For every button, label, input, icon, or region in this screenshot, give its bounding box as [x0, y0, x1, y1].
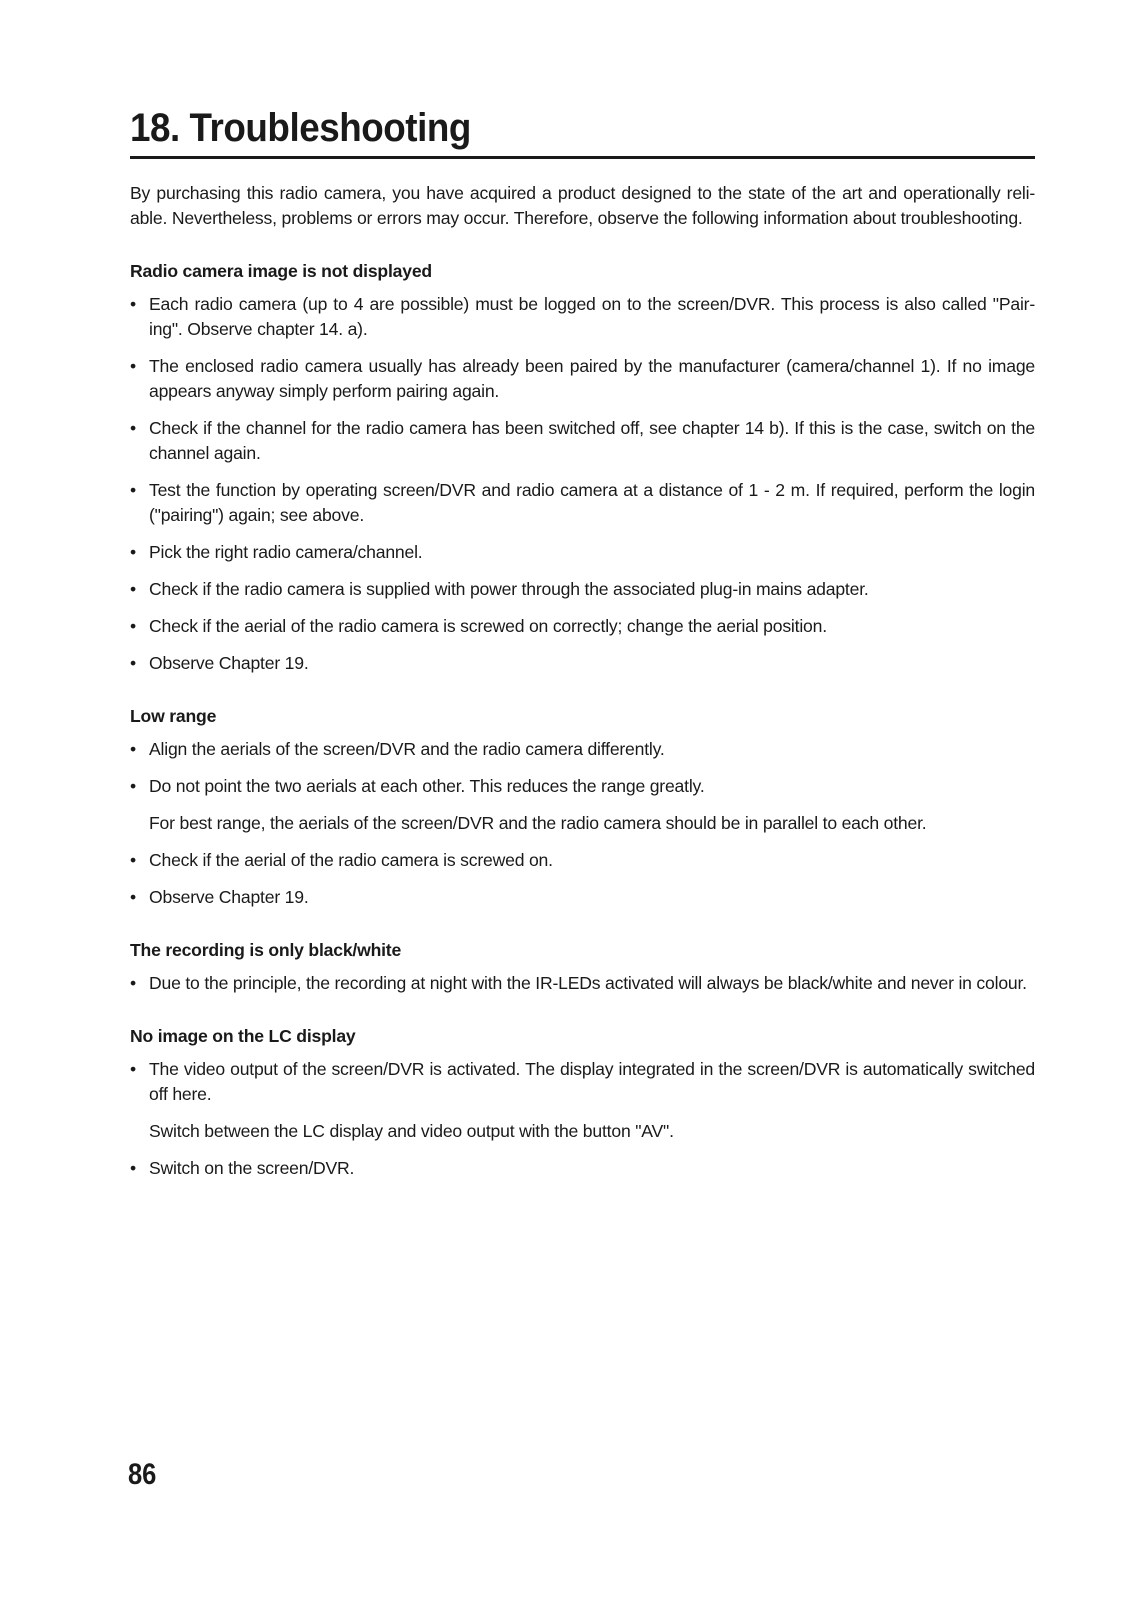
list-item [130, 848, 1035, 873]
list-item [130, 885, 1035, 910]
title-divider [130, 156, 1035, 159]
list-item-text: The video output of the screen/DVR is activated. The display integrated in the screen/DVR is automatically switched off here. [149, 1059, 1035, 1104]
list-item-text: Pick the right radio camera/channel. [149, 542, 423, 562]
list-item [130, 737, 1035, 762]
list-item-text: Check if the channel for the radio camera has been switched off, see chapter 14 b). If this is the case, switch on the channel again. [149, 418, 1035, 463]
bullet-icon: • [130, 542, 136, 562]
section-heading-black-white: The recording is only black/white [130, 940, 402, 960]
section-heading-low-range: Low range [130, 706, 217, 726]
section-list-lc-display [130, 1057, 1035, 1181]
list-item [130, 651, 1035, 676]
list-item [130, 577, 1035, 602]
bullet-icon: • [130, 1059, 136, 1079]
bullet-icon: • [130, 653, 136, 673]
bullet-icon: • [130, 480, 136, 500]
list-item [130, 416, 1035, 466]
bullet-icon: • [130, 294, 136, 314]
list-item-text: Do not point the two aerials at each other. This reduces the range greatly. [149, 776, 705, 796]
section-list-low-range [130, 737, 1035, 910]
list-item-text: Each radio camera (up to 4 are possible) must be logged on to the screen/DVR. This process is also called "Pair- ing". Observe chapter 14. a). [149, 294, 1035, 339]
bullet-icon: • [130, 887, 136, 907]
bullet-icon: • [130, 739, 136, 759]
list-item-text: Check if the aerial of the radio camera is screwed on. [149, 850, 553, 870]
list-item [130, 774, 1035, 799]
list-item [130, 971, 1035, 996]
list-note-text: For best range, the aerials of the screen/DVR and the radio camera should be in parallel to each other. [149, 813, 927, 833]
list-item-text: Observe Chapter 19. [149, 653, 309, 673]
list-item [130, 540, 1035, 565]
list-item-text: Switch on the screen/DVR. [149, 1158, 355, 1178]
list-note [130, 811, 1035, 836]
list-item-text: Observe Chapter 19. [149, 887, 309, 907]
list-item [130, 478, 1035, 528]
list-item-text: Check if the radio camera is supplied with power through the associated plug-in mains adapter. [149, 579, 869, 599]
section-heading-lc-display: No image on the LC display [130, 1026, 356, 1046]
list-item-text: Check if the aerial of the radio camera is screwed on correctly; change the aerial position. [149, 616, 827, 636]
section-heading-no-image: Radio camera image is not displayed [130, 261, 432, 281]
page-number: 86 [128, 1458, 157, 1491]
list-item [130, 1057, 1035, 1107]
bullet-icon: • [130, 1158, 136, 1178]
bullet-icon: • [130, 616, 136, 636]
list-item [130, 292, 1035, 342]
intro-paragraph: By purchasing this radio camera, you have acquired a product designed to the state of the art and operationally reli- able. Nevertheless, problems or errors may occur. Therefore, observe the following information about troubleshooting. [130, 183, 1035, 228]
chapter-title: 18. Troubleshooting [130, 106, 471, 150]
list-item [130, 1156, 1035, 1181]
list-item-text: The enclosed radio camera usually has already been paired by the manufacturer (camera/channel 1). If no image appears anyway simply perform pairing again. [149, 356, 1035, 401]
list-item-text: Test the function by operating screen/DVR and radio camera at a distance of 1 - 2 m. If required, perform the login ("pairing") again; see above. [149, 480, 1035, 525]
manual-page [130, 104, 1035, 1181]
list-item [130, 614, 1035, 639]
section-list-black-white [130, 971, 1035, 996]
list-item-text: Align the aerials of the screen/DVR and the radio camera differently. [149, 739, 665, 759]
list-note-text: Switch between the LC display and video output with the button "AV". [149, 1121, 674, 1141]
bullet-icon: • [130, 973, 136, 993]
bullet-icon: • [130, 418, 136, 438]
bullet-icon: • [130, 356, 136, 376]
bullet-icon: • [130, 579, 136, 599]
bullet-icon: • [130, 776, 136, 796]
list-item-text: Due to the principle, the recording at night with the IR-LEDs activated will always be black/white and never in colour. [149, 973, 1027, 993]
bullet-icon: • [130, 850, 136, 870]
list-note [130, 1119, 1035, 1144]
section-list-no-image [130, 292, 1035, 676]
list-item [130, 354, 1035, 404]
